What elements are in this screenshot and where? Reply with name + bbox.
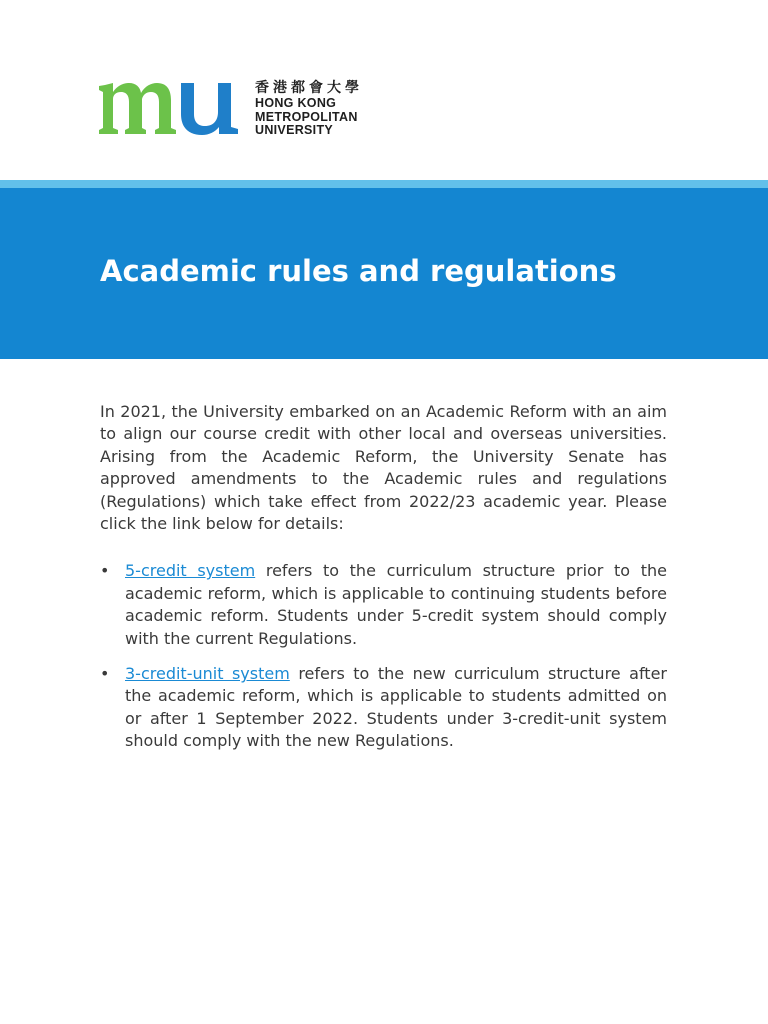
logo-line-1: HONG KONG — [255, 96, 337, 110]
logo-chinese-name: 香港都會大學 — [255, 80, 363, 96]
main-content — [100, 401, 667, 766]
intro-paragraph: In 2021, the University embarked on an Academic Reform with an aim to align our course credit with other local and overseas universities. Arising from the Academic Reform, the University Senate has approved amendments to the Academic rules and regulations (Regulations) which take effect from 2022/23 academic year. Please click the link below for details: — [100, 402, 667, 534]
logo-line-2: METROPOLITAN — [255, 109, 358, 124]
list-item — [100, 560, 667, 650]
banner-top-stripe — [0, 180, 768, 188]
logo-line-3: UNIVERSITY — [255, 123, 334, 137]
three-credit-unit-system-link[interactable]: 3-credit-unit system — [125, 664, 290, 684]
bullet-icon: • — [100, 664, 110, 684]
page-title: Academic rules and regulations — [100, 254, 617, 288]
logo-wordmark — [255, 80, 363, 138]
bullet-icon: • — [100, 561, 110, 581]
page-header — [0, 0, 768, 180]
list-item — [100, 663, 667, 753]
list-item-text: refers to the curriculum structure prior to the academic reform, which is applicable to continuing students before academic reform. Students under 5-credit system should comply with the current Regulations. — [125, 561, 667, 648]
five-credit-system-link[interactable]: 5-credit system — [125, 561, 256, 581]
regulation-list — [100, 560, 667, 752]
mu-logo-icon — [99, 78, 243, 136]
list-item-text: refers to the new curriculum structure after the academic reform, which is applicable to students admitted on or after 1 September 2022. Students under 3-credit-unit system should comply with the new Regulations. — [125, 664, 667, 751]
